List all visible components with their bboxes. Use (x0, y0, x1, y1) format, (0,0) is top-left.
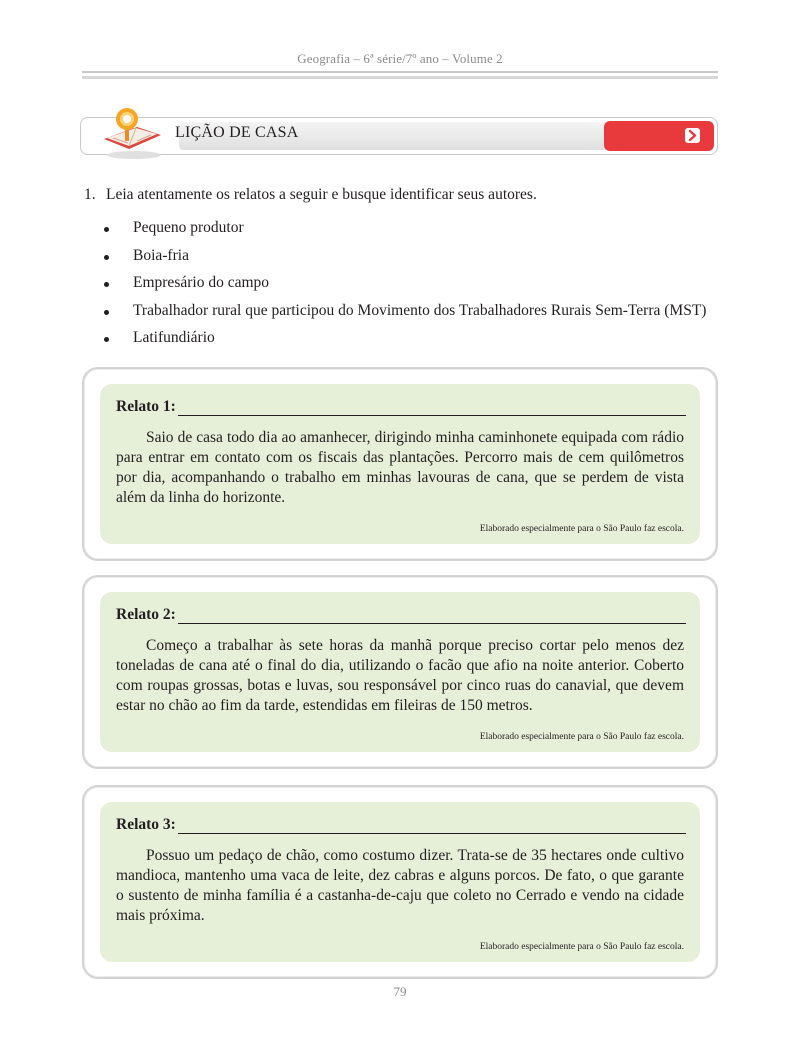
list-item: Boia-fria (104, 247, 706, 275)
question-text: Leia atentamente os relatos a seguir e busque identificar seus autores. (106, 186, 537, 203)
relato-label: Relato 1: (116, 398, 176, 415)
banner-title: LIÇÃO DE CASA (175, 124, 299, 141)
author-options-list (104, 219, 706, 357)
answer-line[interactable] (178, 415, 686, 416)
header-rule-thick (82, 76, 718, 79)
relato-source: Elaborado especialmente para o São Paulo faz escola. (479, 732, 684, 742)
bullet-icon (104, 310, 109, 315)
list-item: Trabalhador rural que participou do Movimento dos Trabalhadores Rurais Sem-Terra (MST) (104, 302, 706, 330)
list-item: Pequeno produtor (104, 219, 706, 247)
page-number: 79 (393, 984, 407, 999)
chevron-right-icon[interactable] (685, 128, 700, 143)
header-rule (82, 71, 718, 73)
relato-panel (100, 384, 700, 544)
relato-card-1 (82, 367, 718, 561)
relato-text: Começo a trabalhar às sete horas da manhã porque preciso cortar pelo menos dez toneladas de cana até o final do dia, utilizando o facão que afio na noite anterior. Coberto com roupas grossas, botas e luvas, sou responsável por cinco ruas do canavial, que devem estar no chão ao fim da tarde, estendidas em fileiras de 150 metros. (116, 637, 684, 714)
list-item: Latifundiário (104, 329, 706, 357)
answer-line[interactable] (178, 833, 686, 834)
relato-panel (100, 592, 700, 752)
bullet-icon (104, 255, 109, 260)
answer-line[interactable] (178, 623, 686, 624)
relato-source: Elaborado especialmente para o São Paulo faz escola. (479, 942, 684, 952)
relato-source: Elaborado especialmente para o São Paulo faz escola. (479, 524, 684, 534)
bullet-icon (104, 282, 109, 287)
relato-text: Saio de casa todo dia ao amanhecer, dirigindo minha caminhonete equipada com rádio para entrar em contato com os fiscais das plantações. Percorro mais de cem quilômetros por dia, acompanhando o trabalho em minhas lavouras de cana, que se perdem de vista além da linha do horizonte. (116, 429, 684, 506)
bullet-icon (104, 337, 109, 342)
relato-card-3 (82, 785, 718, 979)
relato-card-2 (82, 575, 718, 769)
bullet-icon (104, 227, 109, 232)
question-number: 1. (84, 186, 96, 203)
relato-panel (100, 802, 700, 962)
relato-label: Relato 3: (116, 816, 176, 833)
list-item: Empresário do campo (104, 274, 706, 302)
running-title: Geografia – 6ª série/7º ano – Volume 2 (297, 51, 503, 66)
relato-text: Possuo um pedaço de chão, como costumo dizer. Trata-se de 35 hectares onde cultivo mandioca, mantenho uma vaca de leite, dez cabras e alguns porcos. De fato, o que garante o sustento de minha família é a castanha-de-caju que coleto no Cerrado e vendo na cidade mais próxima. (116, 847, 684, 924)
question-1 (84, 186, 537, 204)
book-with-lamp-icon (99, 105, 165, 161)
relato-label: Relato 2: (116, 606, 176, 623)
